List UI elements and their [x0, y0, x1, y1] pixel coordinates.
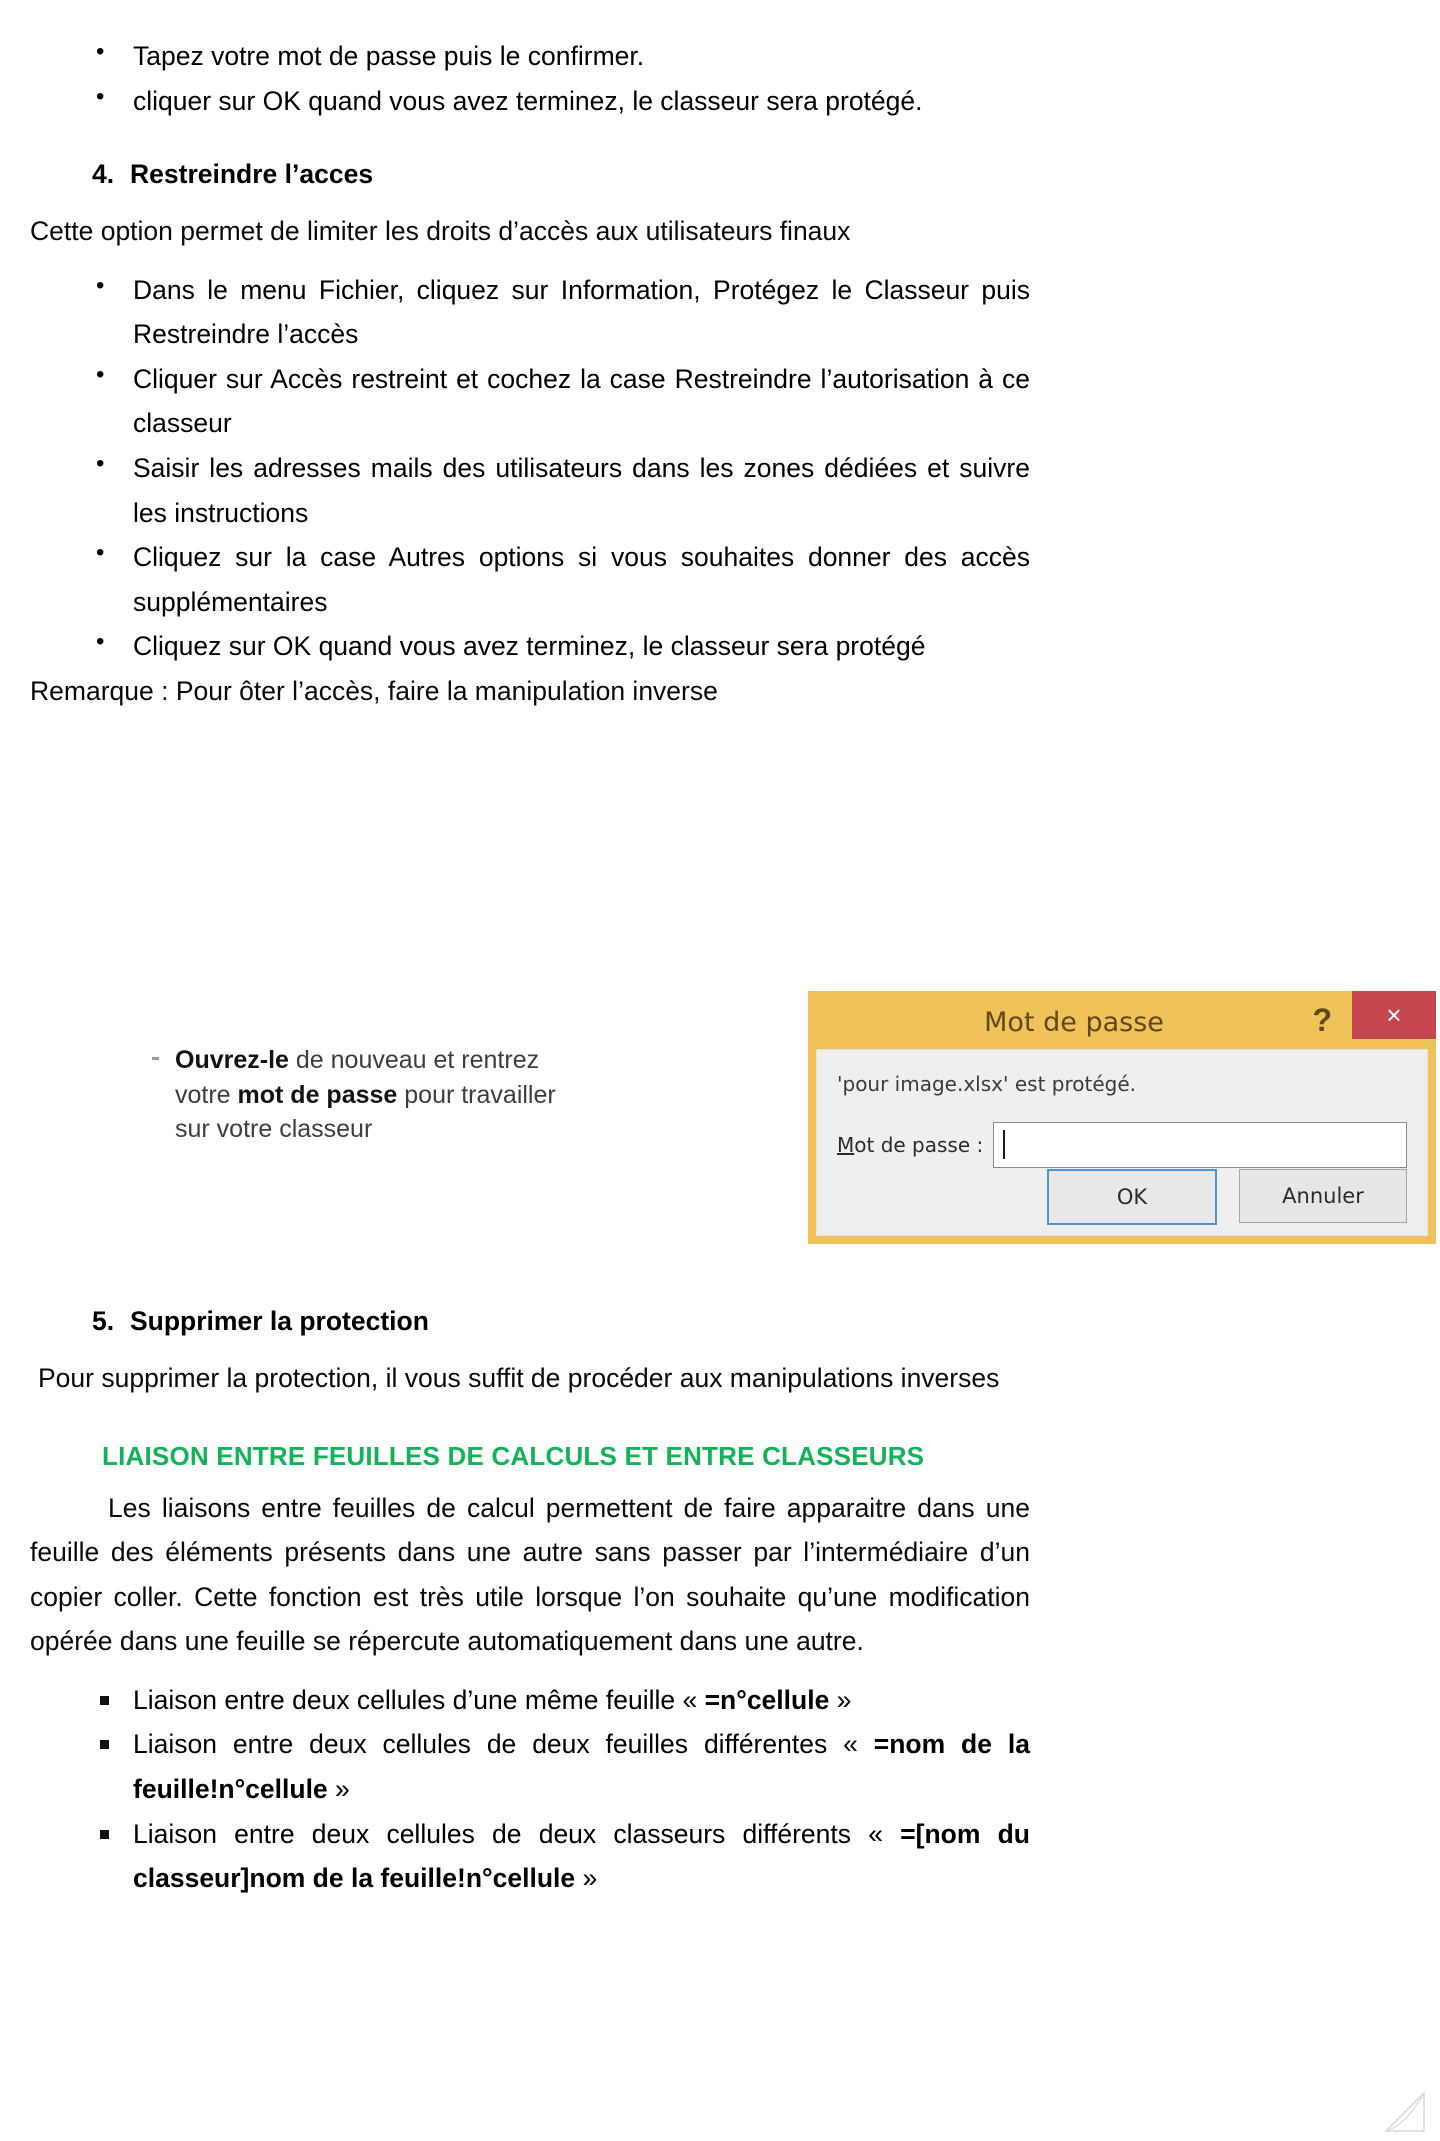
section-4-remark: Remarque : Pour ôter l’accès, faire la manipulation inverse	[30, 675, 718, 706]
spacer	[30, 123, 1030, 153]
list-item	[30, 1722, 1030, 1811]
figure-password-prompt	[0, 985, 1440, 1255]
page-curl-icon	[1384, 2091, 1426, 2133]
bullet-text: Cliquez sur la case Autres options si vous souhaites donner des accès supplémentaires	[133, 542, 1030, 617]
liaison-item-text: Liaison entre deux cellules d’une même feuille «	[133, 1684, 705, 1715]
figure-note-text-2: pour travailler sur votre classeur	[175, 1080, 556, 1143]
liaison-item-text: Liaison entre deux cellules de deux feuilles différentes «	[133, 1729, 874, 1760]
document-content-lower	[30, 1300, 1030, 1901]
bullet-text: Cliquez sur OK quand vous avez terminez, le classeur sera protégé	[133, 631, 926, 662]
cancel-button[interactable]: Annuler	[1239, 1169, 1407, 1223]
list-item	[30, 1812, 1030, 1901]
list-item	[30, 446, 1030, 535]
bullet-text: Cliquer sur Accès restreint et cochez la case Restreindre l’autorisation à ce classeur	[133, 363, 1030, 439]
list-item	[30, 535, 1030, 624]
spacer	[30, 1342, 1030, 1356]
list-item	[30, 34, 1030, 79]
bullet-text: Saisir les adresses mails des utilisateurs dans les zones dédiées et suivre les instructions	[133, 453, 1030, 528]
list-item	[30, 79, 1030, 124]
bullet-text: Tapez votre mot de passe puis le confirmer.	[133, 41, 645, 71]
ok-button[interactable]: OK	[1047, 1169, 1217, 1225]
liaison-item-tail: »	[575, 1863, 598, 1894]
figure-note	[175, 1043, 595, 1147]
figure-note-text-1: de nouveau et rentrez votre	[175, 1046, 540, 1109]
section-4-number: 4.	[92, 159, 115, 190]
figure-note-bold-1: Ouvrez-le	[175, 1046, 289, 1074]
password-row	[837, 1122, 1407, 1168]
password-input[interactable]	[993, 1122, 1407, 1168]
list-item	[30, 1678, 1030, 1723]
section-4-heading	[30, 153, 1030, 195]
section-4-bullet-list	[30, 268, 1030, 669]
section-4-title: Restreindre l’acces	[130, 159, 374, 190]
section-5-text: Pour supprimer la protection, il vous suffit de procéder aux manipulations inverses	[38, 1363, 1000, 1394]
list-item	[30, 357, 1030, 446]
dialog-title: Mot de passe	[984, 1007, 1164, 1038]
section-5-number: 5.	[92, 1306, 115, 1336]
liaison-heading: LIAISON ENTRE FEUILLES DE CALCULS ET ENTRE CLASSEURS	[102, 1440, 925, 1471]
help-icon[interactable]: ?	[1312, 1002, 1332, 1038]
liaison-paragraph: Les liaisons entre feuilles de calcul permettent de faire apparaitre dans une feuille des éléments présents dans une autre sans passer par l’intermédiaire d’un copier coller. Cette fonction est très utile lorsque l’on souhaite qu’une modification opérée dans une feuille se répercute automatiquement dans une autre.	[30, 1492, 1030, 1657]
spacer	[30, 1664, 1030, 1678]
top-bullet-list	[30, 34, 1030, 123]
password-dialog	[808, 991, 1436, 1244]
password-label-rest: ot de passe :	[854, 1133, 984, 1157]
figure-note-bold-2: mot de passe	[237, 1080, 398, 1109]
password-label	[837, 1133, 993, 1157]
dialog-body	[816, 1049, 1428, 1236]
liaison-item-text: Liaison entre deux cellules de deux classeurs différents «	[133, 1818, 901, 1849]
section-5-title: Supprimer la protection	[130, 1306, 429, 1336]
liaison-list	[30, 1678, 1030, 1901]
section-5-heading	[30, 1300, 1030, 1342]
close-icon[interactable]: ×	[1352, 991, 1436, 1039]
dialog-buttons	[1047, 1169, 1407, 1225]
spacer	[30, 195, 1030, 209]
list-item	[30, 624, 1030, 669]
liaison-item-formula: =n°cellule	[704, 1684, 830, 1715]
bullet-text: cliquer sur OK quand vous avez terminez, le classeur sera protégé.	[133, 85, 923, 116]
liaison-item-formula: =[nom du classeur]nom de la feuille!n°cellule	[133, 1818, 1030, 1894]
spacer	[30, 1401, 1030, 1441]
dialog-title-bar	[816, 999, 1428, 1049]
dialog-message: 'pour image.xlsx' est protégé.	[837, 1072, 1136, 1096]
spacer	[30, 1472, 1030, 1486]
liaison-item-formula: =nom de la feuille!n°cellule	[133, 1729, 1030, 1804]
spacer	[30, 254, 1030, 268]
liaison-item-tail: »	[327, 1774, 350, 1804]
liaison-item-tail: »	[829, 1684, 852, 1715]
section-4-intro: Cette option permet de limiter les droits d’accès aux utilisateurs finaux	[30, 216, 851, 247]
document-content	[30, 34, 1030, 713]
text-caret	[1003, 1130, 1005, 1159]
bullet-text: Dans le menu Fichier, cliquez sur Information, Protégez le Classeur puis Restreindre l’accès	[133, 274, 1030, 350]
figure-note-bullet-icon	[152, 1057, 159, 1060]
password-label-mnemonic: M	[837, 1133, 855, 1157]
list-item	[30, 268, 1030, 357]
